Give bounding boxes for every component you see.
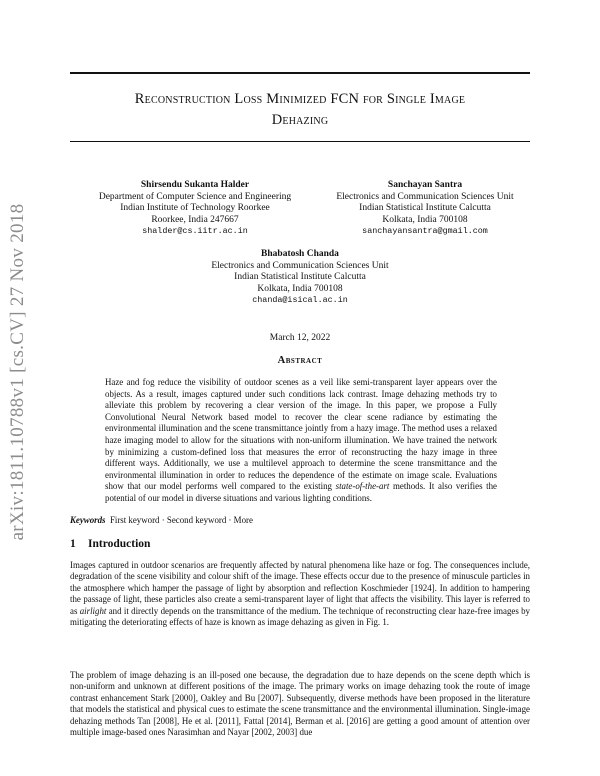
- author-block: [185, 249, 415, 307]
- author-email: shalder@cs.iitr.ac.in: [142, 226, 248, 236]
- section-heading-introduction: [70, 538, 150, 550]
- title-line-2: Dehazing: [271, 112, 329, 128]
- author-block: [310, 180, 540, 238]
- title-rule-bottom: [70, 141, 530, 142]
- intro-paragraph-2: [70, 670, 530, 739]
- author-institution: Indian Statistical Institute Calcutta: [234, 272, 366, 282]
- abstract-text-end: methods. It also verifies the potential of our model in diverse situations and various lighting conditions.: [105, 481, 498, 503]
- author-name: Sanchayan Santra: [387, 180, 463, 190]
- author-department: Electronics and Communication Sciences Unit: [336, 191, 514, 202]
- paragraph-text: Images captured in outdoor scenarios are frequently affected by natural phenomena like haze or fog. The consequences include, degradation of the scene visibility and colour shift of the image. These effects occur due to the presence of minuscule particles in the atmosphere which hamper the passage of light by absorption and reflection Koschmieder [1924]. In addition to hampering the passage of light, these particles also create a semi-transparent layer of light that affects the visibility. This layer is referred to as: [70, 560, 530, 616]
- title-rule-top: [70, 72, 530, 74]
- author-department: Electronics and Communication Sciences Unit: [211, 260, 389, 271]
- section-title: Introduction: [88, 538, 151, 550]
- abstract-text: Haze and fog reduce the visibility of outdoor scenes as a veil like semi-transparent layer appears over the objects. As a result, images captured under such conditions lack contrast. Image dehazing methods try to alleviate this problem by recovering a clear version of the image. In this paper, we propose a Fully Convolutional Neural Network based model to recover the clear scene radiance by estimating the environmental illumination and the scene transmittance jointly from a hazy image. The method uses a relaxed haze imaging model to allow for the situations with non-uniform illumination. We have trained the network by minimizing a custom-defined loss that measures the error of reconstructing the hazy image in three different ways. Additionally, we use a multilevel approach to determine the scene transmittance and the environmental illumination in order to reduces the dependence of the estimate on image scale. Evaluations show that our model performs well compared to the existing: [105, 377, 497, 492]
- author-department: Department of Computer Science and Engineering: [98, 191, 292, 202]
- author-location: Kolkata, India 700108: [257, 283, 343, 294]
- intro-paragraph-1: [70, 560, 530, 629]
- section-number: 1: [70, 538, 76, 550]
- paper-title: [70, 89, 530, 131]
- author-block: [80, 180, 310, 238]
- author-institution: Indian Statistical Institute Calcutta: [359, 203, 491, 213]
- keywords-line: [70, 515, 530, 525]
- abstract-heading: Abstract: [277, 355, 323, 366]
- author-location: Kolkata, India 700108: [382, 214, 468, 225]
- arxiv-stamp-text: arXiv:1811.10788v1 [cs.CV] 27 Nov 2018: [7, 203, 28, 541]
- paragraph-text: The problem of image dehazing is an ill-posed one because, the degradation due to haze depends on the scene depth which is non-uniform and unknown at different positions of the image. The primary works on image dehazing took the route of image contrast enhancement Stark [2000], Oakley and Bu [2007]. Subsequently, diverse methods have been proposed in the literature that models the statistical and physical cues to estimate the scene transmittance and the environmental illumination. Single-image dehazing methods Tan [2008], He et al. [2011], Fattal [2014], Berman et al. [2016] are getting a good amount of attention over multiple image-based ones Narasimhan and Nayar [2002, 2003] due: [70, 670, 530, 738]
- keywords-label: Keywords: [70, 515, 106, 525]
- author-location: Roorkee, India 247667: [151, 214, 239, 225]
- title-line-1: Reconstruction Loss Minimized FCN for Single Image: [134, 91, 466, 107]
- arxiv-identifier-stamp: [4, 202, 32, 542]
- keywords-text: First keyword · Second keyword · More: [109, 515, 253, 525]
- author-email: chanda@isical.ac.in: [252, 295, 348, 305]
- author-email: sanchayansantra@gmail.com: [362, 226, 488, 236]
- author-name: Shirsendu Sukanta Halder: [140, 180, 250, 190]
- author-institution: Indian Institute of Technology Roorkee: [120, 203, 270, 213]
- paragraph-text-end: and it directly depends on the transmittance of the medium. The technique of reconstructing clear haze-free images by mitigating the deteriorating effects of haze is known as image dehazing as given in Fig. 1.: [70, 605, 530, 628]
- abstract-emphasis: state-of-the-art: [335, 481, 390, 492]
- author-name: Bhabatosh Chanda: [261, 249, 339, 259]
- abstract-body: [105, 377, 497, 505]
- paper-date: March 12, 2022: [269, 333, 331, 343]
- paragraph-emphasis: airlight: [79, 605, 107, 616]
